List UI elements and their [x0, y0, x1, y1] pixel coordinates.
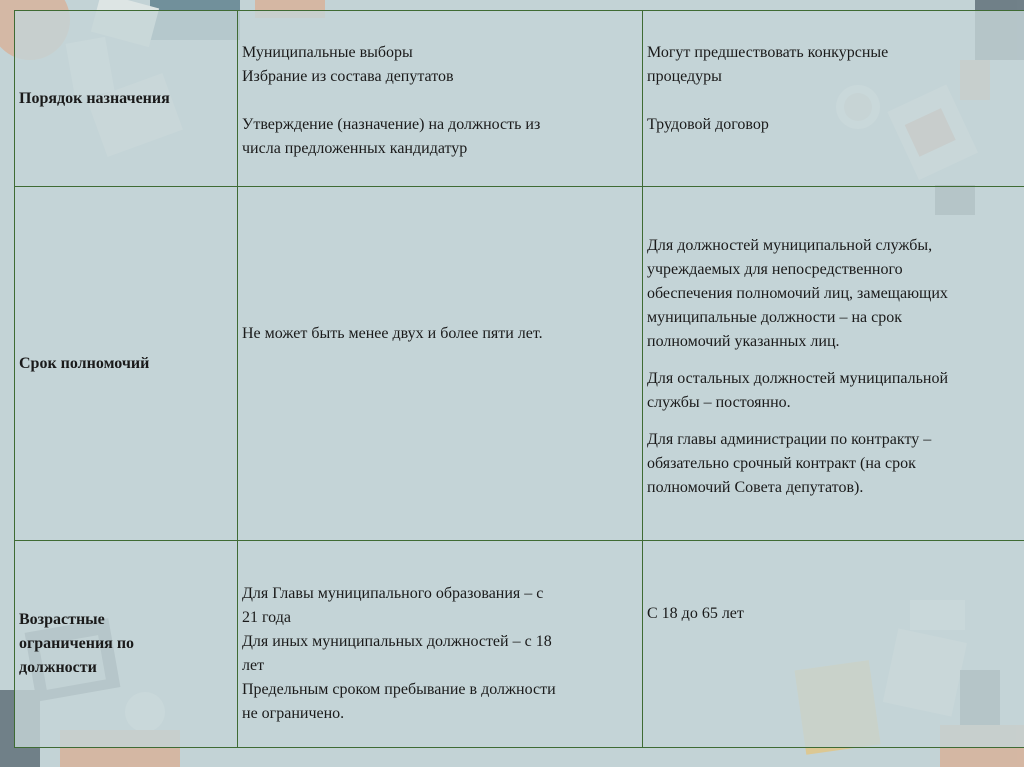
age-municipal-cell: [238, 541, 643, 748]
label-line: должности: [19, 659, 97, 676]
cell-line: обязательно срочный контракт (на срок: [647, 454, 916, 472]
cell-line: полномочий Совета депутатов).: [647, 478, 864, 496]
cell-line: муниципальные должности – на срок: [647, 308, 902, 326]
term-service-cell: [643, 187, 1024, 541]
appointment-municipal-cell: [238, 11, 643, 187]
cell-line: Для остальных должностей муниципальной: [647, 369, 949, 387]
cell-line: лет: [242, 657, 265, 674]
row-label-age: [15, 541, 238, 748]
cell-line: Для должностей муниципальной службы,: [647, 236, 933, 254]
label-line: ограничения по: [19, 635, 135, 652]
cell-line: обеспечения полномочий лиц, замещающих: [647, 284, 948, 302]
row-label-term: Срок полномочий: [15, 187, 238, 541]
cell-line: Для Главы муниципального образования – с: [242, 585, 544, 602]
cell-line: не ограничено.: [242, 705, 345, 722]
cell-line: Для иных муниципальных должностей – с 18: [242, 633, 552, 650]
cell-line: процедуры: [647, 67, 722, 85]
age-service-cell: [643, 541, 1024, 748]
row-label-appointment: Порядок назначения: [15, 11, 238, 187]
table-row: [15, 187, 1024, 541]
cell-line: 21 года: [242, 609, 291, 626]
cell-line: Не может быть менее двух и более пяти лет.: [242, 324, 543, 342]
cell-line: полномочий указанных лиц.: [647, 332, 840, 350]
cell-line: службы – постоянно.: [647, 393, 791, 411]
cell-line: Предельным сроком пребывание в должности: [242, 681, 556, 698]
cell-line: Могут предшествовать конкурсные: [647, 43, 889, 61]
comparison-table: [14, 10, 1024, 748]
cell-line: С 18 до 65 лет: [647, 605, 744, 622]
cell-line: Для главы администрации по контракту –: [647, 430, 932, 448]
cell-line: Утверждение (назначение) на должность из: [242, 115, 541, 133]
term-municipal-cell: [238, 187, 643, 541]
table-row: [15, 11, 1024, 187]
appointment-service-cell: [643, 11, 1024, 187]
cell-line: числа предложенных кандидатур: [242, 139, 468, 157]
table-row: [15, 541, 1024, 748]
cell-line: Муниципальные выборы: [242, 43, 413, 61]
cell-line: Избрание из состава депутатов: [242, 67, 454, 85]
cell-line: учреждаемых для непосредственного: [647, 260, 903, 278]
cell-line: Трудовой договор: [647, 115, 769, 133]
label-line: Возрастные: [19, 611, 105, 628]
